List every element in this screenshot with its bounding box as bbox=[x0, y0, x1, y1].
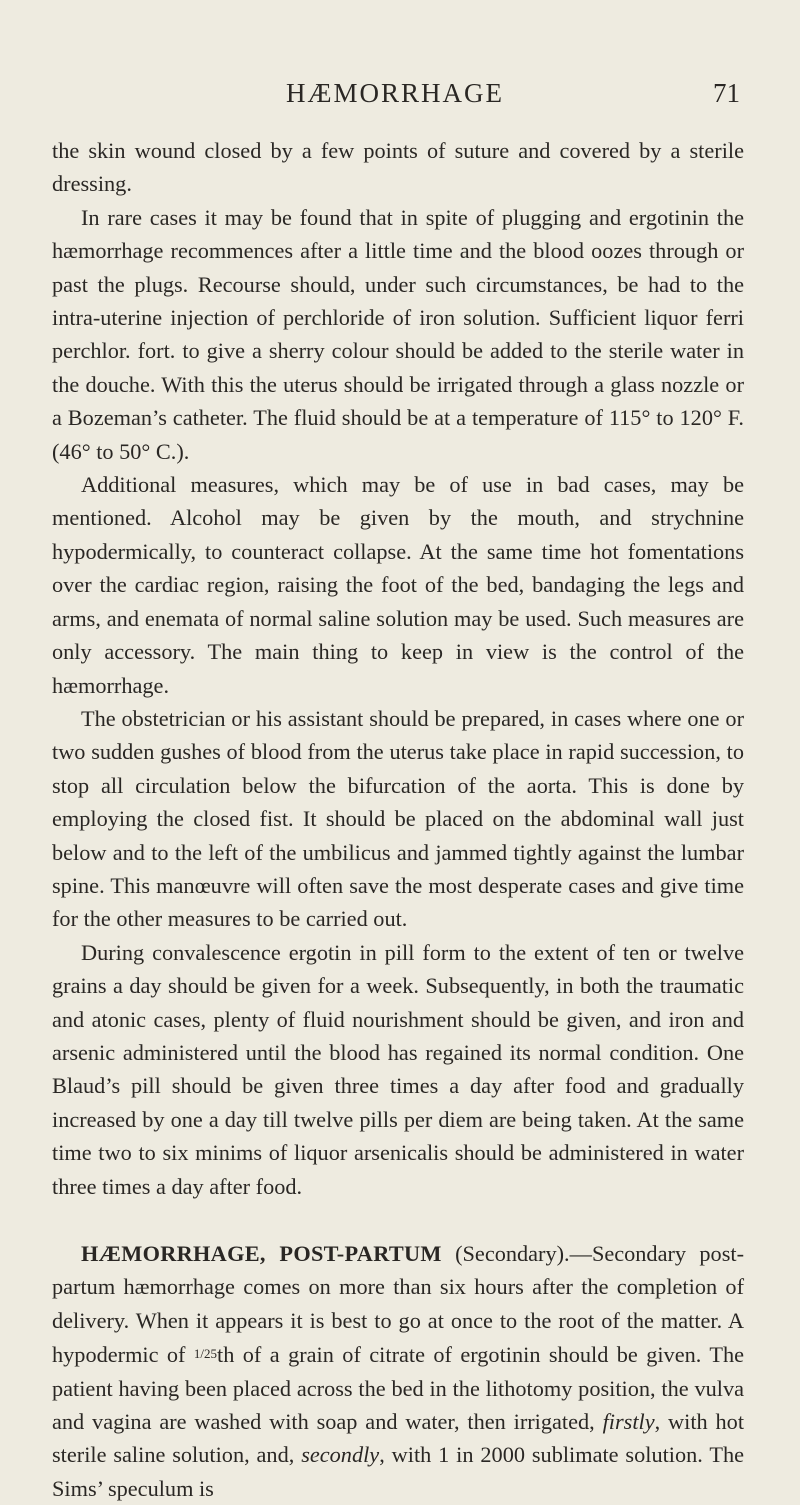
italic-firstly: firstly bbox=[602, 1409, 655, 1435]
paragraph-additional-measures: Additional measures, which may be of use in bad cases, may be mentioned. Alcohol may be given by the mouth, and strychnine hypodermically, to counteract collapse. At the same time hot fomentations over the cardiac region, raising the foot of the bed, bandaging the legs and arms, and enemata of normal saline solution may be used. Such measures are only accessory. The main thing to keep in view is the control of the hæmorrhage. bbox=[52, 472, 744, 698]
body-text bbox=[52, 134, 744, 1505]
page-number: 71 bbox=[713, 78, 740, 108]
section-subheading: (Secondary). bbox=[455, 1241, 570, 1266]
section-heading: HÆMORRHAGE, POST-PARTUM bbox=[81, 1241, 442, 1266]
paragraph-continuation: the skin wound closed by a few points of suture and covered by a sterile dressing. bbox=[52, 138, 744, 197]
paragraph-iron-injection: In rare cases it may be found that in spite of plugging and ergotinin the hæmorrhage recommences after a little time and the blood oozes through or past the plugs. Recourse should, under such circumstances, be had to the intra-uterine injection of perchloride of iron solution. Sufficient liquor ferri perchlor. fort. to give a sherry colour should be added to the sterile water in the douche. With this the uterus should be irrigated through a glass nozzle or a Bozeman’s catheter. The fluid should be at a temperature of 115° to 120° F. (46° to 50° C.). bbox=[52, 204, 744, 464]
section-secondary-haemorrhage bbox=[52, 1237, 744, 1505]
fraction-one-twenty-fifth: 1/25 bbox=[193, 1346, 218, 1362]
section-text-1: —Secondary post-partum hæmorrhage comes on more than six hours after the completion of delivery. When it appears it is best to go at once to the root of the matter. A hypodermic of bbox=[52, 1241, 744, 1368]
running-head bbox=[50, 78, 740, 118]
paragraph-aortic-compression: The obstetrician or his assistant should be prepared, in cases where one or two sudden gushes of blood from the uterus take place in rapid succession, to stop all circulation below the bifurcation of the aorta. This is done by employing the closed fist. It should be placed on the abdominal wall just below and to the left of the umbilicus and jammed tightly against the lumbar spine. This manœuvre will often save the most desperate cases and give time for the other measures to be carried out. bbox=[52, 705, 744, 932]
section-text-2: th of a grain of citrate of ergotinin should be given. The patient having been placed across the bed in the lithotomy position, the vulva and vagina are washed with soap and water, then irrigated, bbox=[52, 1342, 744, 1435]
section-text-4: , with 1 in 2000 sublimate solution. The Sims’ speculum is bbox=[52, 1442, 744, 1501]
italic-secondly: secondly bbox=[301, 1442, 380, 1468]
section-spacer bbox=[52, 1203, 744, 1237]
section-text-3: , with hot sterile saline solution, and, bbox=[52, 1409, 745, 1468]
paragraph-convalescence: During convalescence ergotin in pill form to the extent of ten or twelve grains a day should be given for a week. Subsequently, in both the traumatic and atonic cases, plenty of fluid nourishment should be given, and iron and arsenic administered until the blood has regained its normal condition. One Blaud’s pill should be given three times a day after food and gradually increased by one a day till twelve pills per diem are being taken. At the same time two to six minims of liquor arsenicalis should be administered in water three times a day after food. bbox=[52, 939, 744, 1199]
running-title: HÆMORRHAGE bbox=[285, 78, 505, 108]
